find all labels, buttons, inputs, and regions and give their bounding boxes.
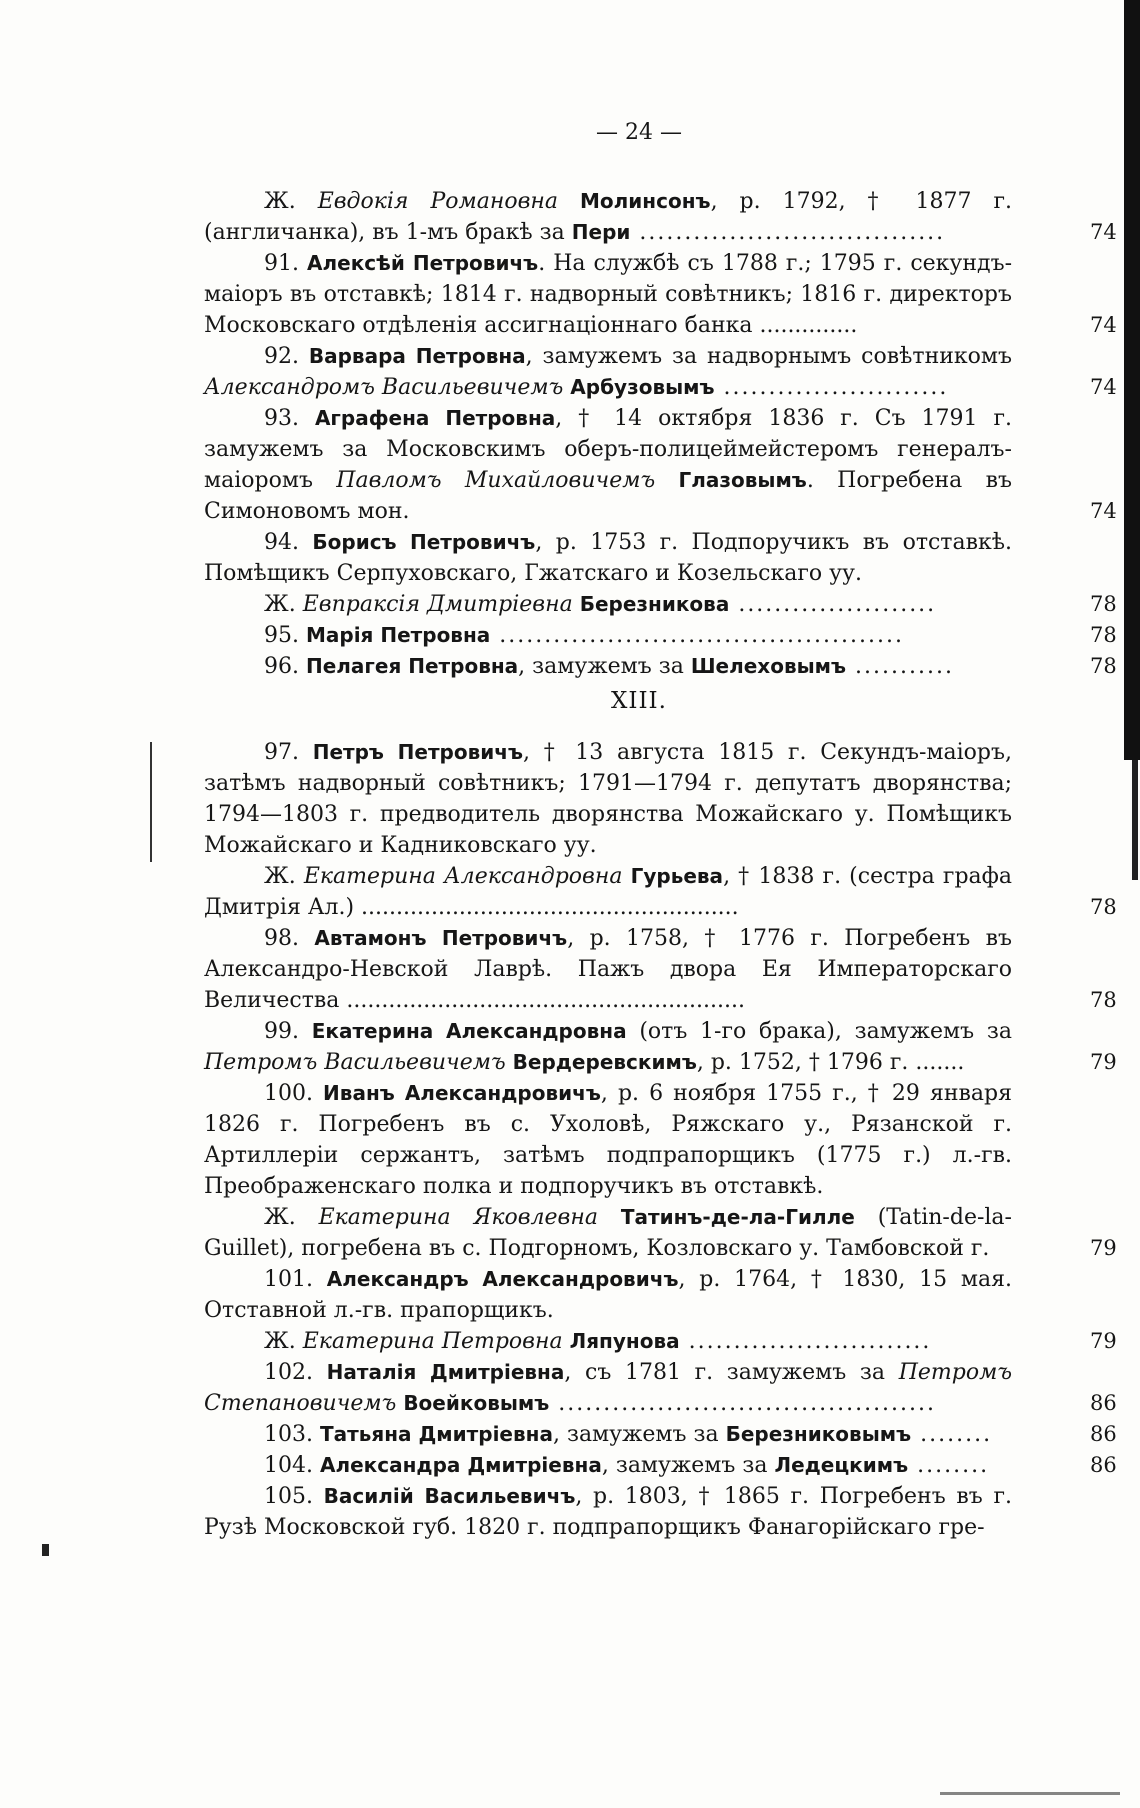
page-reference: 86: [1090, 1391, 1117, 1415]
spouse-given-name: Екатерина Яковлевна: [318, 1205, 621, 1230]
genealogy-entry: [204, 1016, 1117, 1078]
person-name: Березниковымъ: [725, 1422, 912, 1446]
scan-speck: [42, 1544, 49, 1556]
entry-text: 91.: [264, 251, 307, 276]
person-name: Шелеховымъ: [690, 654, 847, 678]
entry-text: 105.: [264, 1484, 324, 1509]
genealogy-entry: [204, 589, 1117, 620]
person-name: Пелагея Петровна: [305, 654, 519, 678]
person-name: Александра Дмитріевна: [319, 1453, 602, 1477]
entry-text: .............................................: [490, 623, 904, 648]
page-reference: 86: [1090, 1453, 1117, 1477]
spouse-given-name: Екатерина Александровна: [303, 864, 631, 889]
entry-text: ..................................: [630, 220, 946, 245]
entry-text: ...........: [846, 654, 954, 679]
person-name: Василій Васильевичъ: [323, 1484, 576, 1508]
entry-text: , замужемъ за: [601, 1453, 775, 1478]
person-name: Алексѣй Петровичъ: [307, 251, 539, 275]
entry-text: 96.: [264, 654, 306, 679]
entry-text: , съ 1781 г. замужемъ за: [564, 1360, 899, 1385]
page-reference: 74: [1090, 220, 1117, 244]
entry-text: , р. 1764, † 1830, 15 мая. Отставной л.-гв. прапорщикъ.: [204, 1267, 1012, 1323]
entry-text: .........................: [714, 375, 949, 400]
entry-text: 103.: [264, 1422, 320, 1447]
genealogy-entry: [204, 923, 1117, 1016]
person-name: Татинъ-де-ла-Гилле: [620, 1205, 855, 1229]
person-name: Татьяна Дмитріевна: [319, 1422, 553, 1446]
person-name: Петръ Петровичъ: [312, 740, 524, 764]
person-name: Ледецкимъ: [774, 1453, 909, 1477]
person-name: Воейковымъ: [403, 1391, 550, 1415]
page-reference: 79: [1090, 1329, 1117, 1353]
person-name: Березникова: [579, 592, 730, 616]
entry-text: Ж.: [264, 592, 303, 617]
entry-text: Ж.: [264, 1329, 303, 1354]
entry-text: (отъ 1-го брака), замужемъ за: [626, 1019, 1012, 1044]
genealogy-entry: [204, 527, 1074, 589]
page-reference: 74: [1090, 313, 1117, 337]
page-reference: 78: [1090, 988, 1117, 1012]
entry-text: 95.: [264, 623, 306, 648]
genealogy-entry: [204, 1264, 1074, 1326]
entry-text: , р. 1753 г. Подпоручикъ въ отставкѣ. Помѣщикъ Серпуховскаго, Гжатскаго и Козельскаго уу.: [204, 530, 1012, 586]
genealogy-entry: [204, 403, 1117, 527]
person-name: Наталія Дмитріевна: [326, 1360, 565, 1384]
person-name: Аграфена Петровна: [314, 406, 556, 430]
person-name: Пери: [571, 220, 631, 244]
genealogy-entry: [204, 620, 1117, 651]
person-name: Варвара Петровна: [308, 344, 526, 368]
page-reference: 78: [1090, 654, 1117, 678]
person-name: Екатерина Александровна: [311, 1019, 627, 1043]
entry-text: Ж.: [264, 189, 318, 214]
spouse-given-name: Екатерина Петровна: [302, 1329, 570, 1354]
genealogy-entry: [204, 1481, 1074, 1543]
entry-text: , р. 1792, † 1877 г. (англичанка), въ 1-мъ бракѣ за: [204, 189, 1012, 245]
page-reference: 79: [1090, 1050, 1117, 1074]
person-name: Борисъ Петровичъ: [312, 530, 536, 554]
genealogy-entry: [204, 1357, 1117, 1419]
entry-text: 102.: [264, 1360, 327, 1385]
page-reference: 78: [1090, 592, 1117, 616]
person-name: Иванъ Александровичъ: [323, 1081, 601, 1105]
page-reference: 78: [1090, 895, 1117, 919]
genealogy-entry: [204, 1202, 1117, 1264]
spouse-given-name: Павломъ Михайловичемъ: [336, 468, 679, 493]
person-name: Автамонъ Петровичъ: [314, 926, 568, 950]
genealogy-entry: [204, 248, 1117, 341]
entry-text: 98.: [264, 926, 315, 951]
entry-text: , р. 6 ноября 1755 г., † 29 января 1826 г. Погребенъ въ с. Ухоловѣ, Ряжскаго у., Рязанской г. Артиллеріи сержантъ, затѣмъ подпрапорщикъ (1775 г.) л.-гв. Преображенскаго полка и подпоручикъ въ отставкѣ.: [204, 1081, 1012, 1199]
entry-text: 93.: [264, 406, 315, 431]
genealogy-entry: [204, 861, 1117, 923]
genealogy-entry: [204, 186, 1117, 248]
person-name: Молинсонъ: [579, 189, 711, 213]
entry-text: ........: [911, 1422, 993, 1447]
entry-text: , † 1838 г. (сестра графа Дмитрія Ал.) ......................................................: [204, 864, 1012, 920]
lower-entries: [204, 737, 1117, 1543]
genealogy-entry: [204, 1078, 1074, 1202]
entry-text: 92.: [264, 344, 309, 369]
spouse-given-name: Евпраксія Дмитріевна: [302, 592, 580, 617]
entry-text: 97.: [264, 740, 313, 765]
genealogy-entry: [204, 651, 1117, 682]
page-reference: 86: [1090, 1422, 1117, 1446]
entry-text: Ж.: [264, 1205, 319, 1230]
page-reference: 74: [1090, 499, 1117, 523]
entry-text: 104.: [264, 1453, 320, 1478]
spouse-given-name: Евдокія Романовна: [317, 189, 580, 214]
scan-edge-shadow-lower: [1132, 760, 1138, 880]
genealogy-entry: [204, 1419, 1117, 1450]
spouse-given-name: Петромъ Васильевичемъ: [204, 1050, 513, 1075]
margin-pencil-mark: [150, 742, 152, 862]
genealogy-entry: [204, 737, 1074, 861]
entry-text: (Tatin-de-la-Guillet), погребена въ с. Подгорномъ, Козловскаго у. Тамбовской г.: [204, 1205, 1012, 1261]
genealogy-entry: [204, 1450, 1117, 1481]
entry-text: , р. 1803, † 1865 г. Погребенъ въ г. Рузѣ Московской губ. 1820 г. подпрапорщикъ Фанагорійскаго гре-: [204, 1484, 1012, 1540]
entry-text: , † 13 августа 1815 г. Секундъ-маіоръ, затѣмъ надворный совѣтникъ; 1791—1794 г. депутатъ дворянства; 1794—1803 г. предводитель дворянства Можайскаго у. Помѣщикъ Можайскаго и Кадниковскаго уу.: [204, 740, 1012, 858]
entry-text: ......................: [729, 592, 937, 617]
entry-text: , замужемъ за: [518, 654, 691, 679]
entry-text: 99.: [264, 1019, 312, 1044]
entry-text: ........: [908, 1453, 990, 1478]
spouse-given-name: Александромъ Васильевичемъ: [204, 375, 571, 400]
person-name: Ляпунова: [569, 1329, 680, 1353]
entry-text: . На службѣ съ 1788 г.; 1795 г. секундъ-маіоръ въ отставкѣ; 1814 г. надворный совѣтникъ; 1816 г. директоръ Московскаго отдѣленія ассигнаціоннаго банка ..............: [204, 251, 1012, 338]
entry-text: , замужемъ за: [552, 1422, 726, 1447]
person-name: Александръ Александровичъ: [326, 1267, 679, 1291]
entry-text: Ж.: [264, 864, 304, 889]
scan-speck-bottom: [940, 1792, 1120, 1795]
page-reference: 78: [1090, 623, 1117, 647]
person-name: Глазовымъ: [678, 468, 807, 492]
page-number: — 24 —: [596, 120, 682, 145]
upper-entries: [204, 186, 1117, 682]
page-reference: 74: [1090, 375, 1117, 399]
person-name: Арбузовымъ: [570, 375, 715, 399]
entry-text: 94.: [264, 530, 313, 555]
entry-text: ...........................: [679, 1329, 932, 1354]
scan-edge-shadow: [1124, 0, 1140, 760]
entry-text: . Погребена въ Симоновомъ мон.: [204, 468, 1012, 524]
entry-text: , † 14 октября 1836 г. Съ 1791 г. замужемъ за Московскимъ оберъ-полицеймейстеромъ генералъ-маіоромъ: [204, 406, 1013, 493]
genealogy-entry: [204, 341, 1117, 403]
entry-text: 100.: [264, 1081, 324, 1106]
person-name: Гурьева: [630, 864, 724, 888]
page-reference: 79: [1090, 1236, 1117, 1260]
section-heading: XIII.: [611, 688, 667, 714]
entry-text: 101.: [264, 1267, 327, 1292]
genealogy-entry: [204, 1326, 1117, 1357]
entry-text: , р. 1758, † 1776 г. Погребенъ въ Александро-Невской Лаврѣ. Пажъ двора Ея Императорскаго Величества .........................................................: [204, 926, 1012, 1013]
entry-text: ..........................................: [549, 1391, 937, 1416]
person-name: Марія Петровна: [305, 623, 491, 647]
entry-text: , замужемъ за надворнымъ совѣтникомъ: [525, 344, 1012, 369]
spouse-given-name: Петромъ Степановичемъ: [204, 1360, 1012, 1416]
person-name: Вердеревскимъ: [512, 1050, 697, 1074]
entry-text: , р. 1752, † 1796 г. .......: [696, 1050, 965, 1075]
